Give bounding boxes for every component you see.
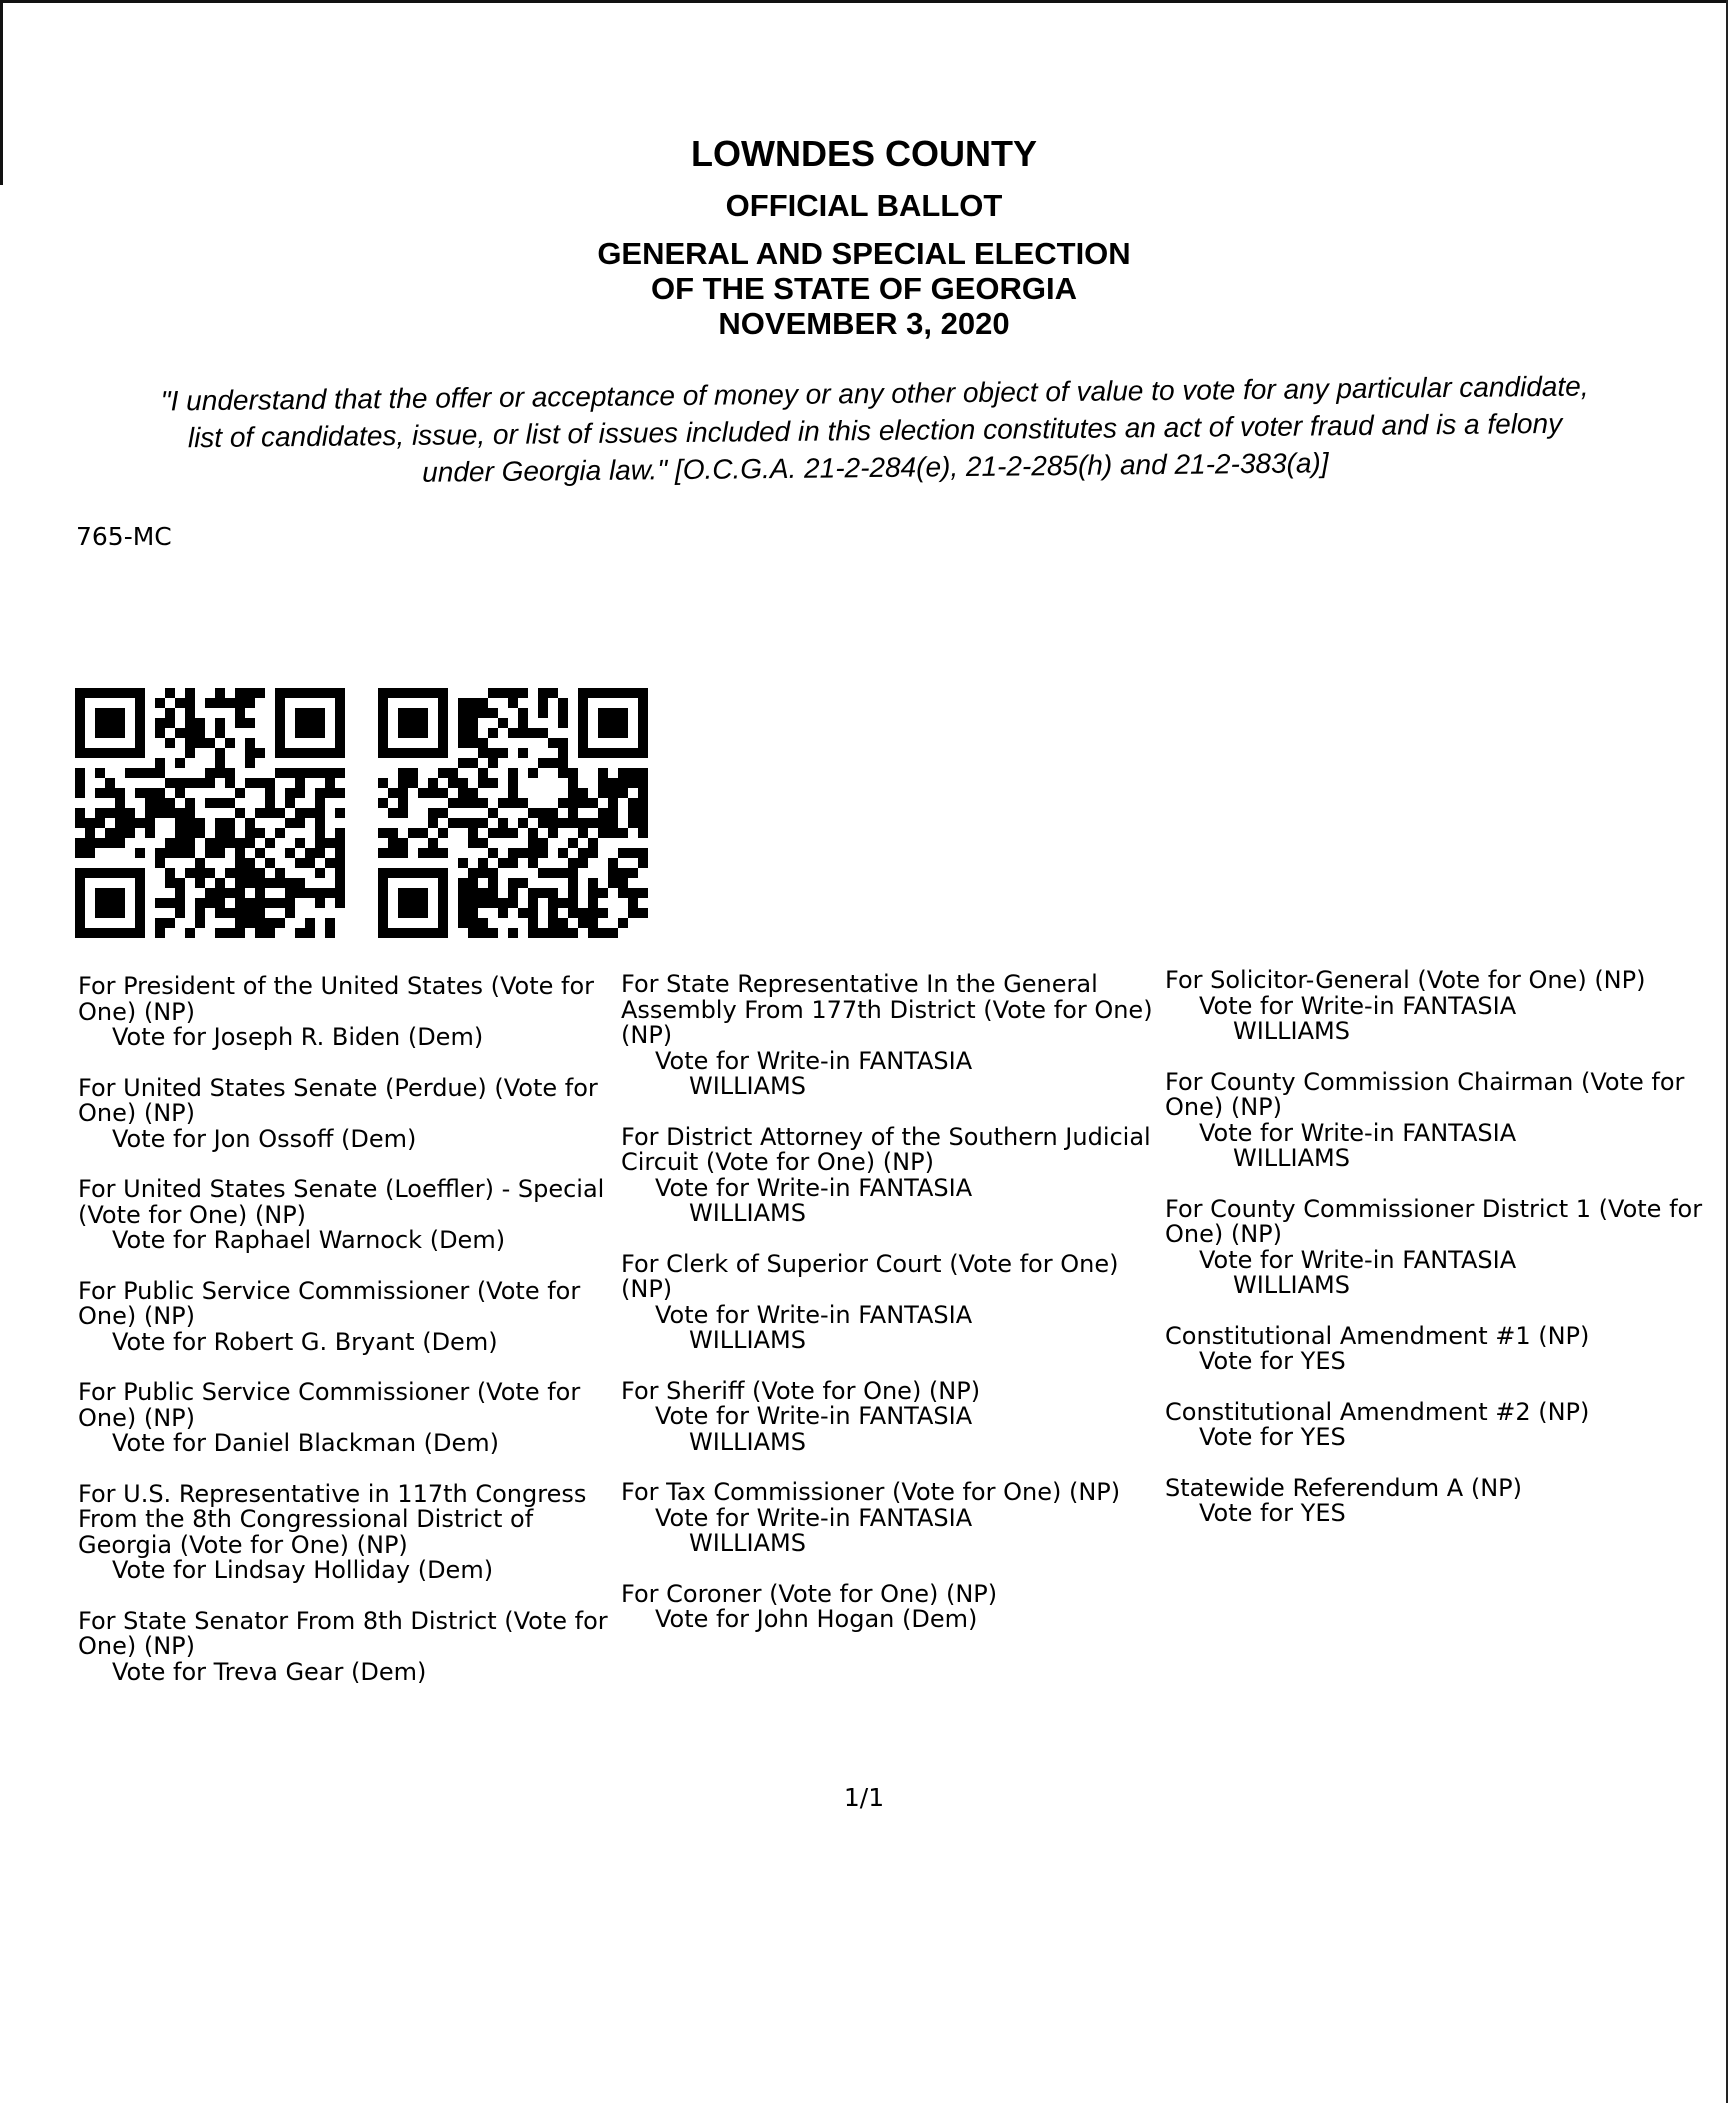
vote-selection-text: Vote for Write-in FANTASIA: [655, 1046, 973, 1075]
contest-title: For United States Senate (Loeffler) - Special (Vote for One) (NP): [78, 1175, 605, 1229]
contest-block: [78, 1073, 618, 1153]
vote-selection: [621, 1300, 1166, 1354]
page-number: 1/1: [843, 1783, 885, 1812]
vote-selection-text: Vote for Write-in FANTASIA: [1199, 991, 1517, 1020]
vote-selection-text: Vote for Raphael Warnock (Dem): [112, 1226, 506, 1254]
ballot-style-code: 765-MC: [76, 522, 172, 551]
vote-selection: [1165, 1501, 1725, 1527]
vote-selection-continued: WILLIAMS: [689, 1529, 806, 1557]
vote-selection: [621, 1173, 1166, 1227]
vote-selection: [78, 1025, 618, 1051]
contest-block: [78, 974, 618, 1051]
vote-selection-text: Vote for Daniel Blackman (Dem): [112, 1429, 500, 1457]
contest-block: [78, 1276, 618, 1356]
contest-title: For District Attorney of the Southern Judicial Circuit (Vote for One) (NP): [621, 1122, 1151, 1176]
vote-selection: [621, 1404, 1166, 1455]
vote-selection-continued: WILLIAMS: [1233, 1271, 1350, 1299]
vote-selection-text: Vote for Treva Gear (Dem): [112, 1657, 427, 1686]
vote-selection: [78, 1228, 618, 1254]
qr-code-1: [75, 688, 347, 938]
contest-block: [1165, 1067, 1725, 1172]
vote-selection-continued: WILLIAMS: [1233, 1144, 1350, 1172]
ballot-header: [0, 132, 1728, 341]
vote-selection-text: Vote for Write-in FANTASIA: [655, 1503, 973, 1532]
election-line-2: OF THE STATE OF GEORGIA: [651, 271, 1077, 306]
vote-selection-text: Vote for YES: [1199, 1499, 1346, 1527]
election-title: [0, 236, 1728, 341]
vote-selection-continued: WILLIAMS: [689, 1326, 806, 1354]
contest-column-1: [78, 974, 618, 1710]
contest-title: Statewide Referendum A (NP): [1165, 1473, 1522, 1502]
contest-block: [1165, 1397, 1725, 1451]
vote-selection-continued: WILLIAMS: [689, 1199, 806, 1227]
contest-block: [78, 1177, 618, 1254]
election-date: NOVEMBER 3, 2020: [718, 306, 1010, 341]
vote-selection: [1165, 1118, 1725, 1172]
contest-block: [1165, 1473, 1725, 1527]
contest-title: For U.S. Representative in 117th Congress From the 8th Congressional District of Georgia (Vote for One) (NP): [78, 1479, 587, 1559]
vote-selection: [78, 1124, 618, 1153]
vote-selection-text: Vote for Robert G. Bryant (Dem): [112, 1327, 498, 1356]
vote-selection: [78, 1657, 618, 1686]
contest-title: For Public Service Commissioner (Vote for One) (NP): [78, 1378, 581, 1432]
contest-title: Constitutional Amendment #2 (NP): [1165, 1397, 1590, 1426]
scan-edge-top: [0, 0, 1728, 3]
qr-code-2: [378, 688, 650, 938]
vote-selection: [1165, 1425, 1725, 1451]
contest-column-3: [1165, 968, 1725, 1552]
vote-selection: [1165, 991, 1725, 1045]
contest-block: [1165, 968, 1725, 1045]
contest-block: [621, 1376, 1166, 1456]
contest-block: [78, 1479, 618, 1584]
contest-title: For Tax Commissioner (Vote for One) (NP): [621, 1478, 1121, 1506]
contest-title: For Clerk of Superior Court (Vote for One) (NP): [621, 1249, 1119, 1303]
vote-selection: [78, 1327, 618, 1356]
contest-block: [1165, 1194, 1725, 1299]
contest-title: Constitutional Amendment #1 (NP): [1165, 1321, 1590, 1350]
vote-selection-continued: WILLIAMS: [689, 1427, 806, 1456]
vote-selection: [1165, 1349, 1725, 1375]
contest-title: For County Commission Chairman (Vote for One) (NP): [1165, 1067, 1685, 1121]
contest-title: For Coroner (Vote for One) (NP): [621, 1579, 998, 1608]
election-line-1: GENERAL AND SPECIAL ELECTION: [597, 236, 1131, 271]
vote-selection-text: Vote for Write-in FANTASIA: [1199, 1118, 1517, 1147]
vote-selection-continued: WILLIAMS: [1233, 1017, 1350, 1045]
oath-line-2: list of candidates, issue, or list of issues included in this election constitutes an act of voter fraud and is a felony: [187, 407, 1563, 454]
vote-selection-continued: WILLIAMS: [689, 1072, 806, 1100]
contest-column-2: [621, 972, 1166, 1658]
contest-block: [621, 1579, 1166, 1633]
vote-selection-text: Vote for YES: [1199, 1423, 1346, 1451]
vote-selection-text: Vote for Write-in FANTASIA: [1199, 1245, 1517, 1274]
contest-block: [621, 972, 1166, 1100]
vote-selection-text: Vote for Jon Ossoff (Dem): [112, 1124, 417, 1153]
contest-title: For President of the United States (Vote for One) (NP): [78, 972, 595, 1026]
vote-selection: [621, 1046, 1166, 1100]
vote-selection-text: Vote for Write-in FANTASIA: [655, 1402, 973, 1430]
vote-selection-text: Vote for Joseph R. Biden (Dem): [112, 1023, 484, 1051]
vote-selection: [1165, 1245, 1725, 1299]
county-title: LOWNDES COUNTY: [691, 133, 1037, 174]
oath-line-3: under Georgia law." [O.C.G.A. 21-2-284(e), 21-2-285(h) and 21-2-383(a)]: [422, 447, 1329, 488]
contest-block: [621, 1480, 1166, 1557]
vote-selection-text: Vote for Lindsay Holliday (Dem): [112, 1556, 494, 1584]
contest-block: [78, 1380, 618, 1457]
vote-selection-text: Vote for Write-in FANTASIA: [655, 1173, 973, 1202]
oath-line-1: "I understand that the offer or acceptance of money or any other object of value to vote for any particular candidate,: [160, 370, 1589, 417]
contest-title: For State Senator From 8th District (Vote for One) (NP): [78, 1606, 608, 1660]
vote-selection-text: Vote for Write-in FANTASIA: [655, 1300, 973, 1329]
contest-title: For Sheriff (Vote for One) (NP): [621, 1376, 981, 1405]
voter-fraud-statement: [69, 367, 1680, 495]
contest-block: [621, 1122, 1166, 1227]
vote-selection: [78, 1431, 618, 1457]
vote-selection: [78, 1558, 618, 1584]
ballot-type-title: OFFICIAL BALLOT: [725, 188, 1003, 223]
vote-selection-text: Vote for YES: [1199, 1347, 1346, 1375]
contest-block: [621, 1249, 1166, 1354]
contest-block: [78, 1606, 618, 1686]
vote-selection-text: Vote for John Hogan (Dem): [655, 1605, 978, 1633]
contest-title: For United States Senate (Perdue) (Vote for One) (NP): [78, 1073, 598, 1127]
contest-block: [1165, 1321, 1725, 1375]
contest-title: For Public Service Commissioner (Vote for One) (NP): [78, 1276, 581, 1330]
vote-selection: [621, 1503, 1166, 1557]
contest-title: For State Representative In the General Assembly From 177th District (Vote for One) (NP): [621, 970, 1153, 1049]
vote-selection: [621, 1607, 1166, 1633]
contest-title: For County Commissioner District 1 (Vote for One) (NP): [1165, 1194, 1703, 1248]
contest-title: For Solicitor-General (Vote for One) (NP): [1165, 966, 1646, 994]
